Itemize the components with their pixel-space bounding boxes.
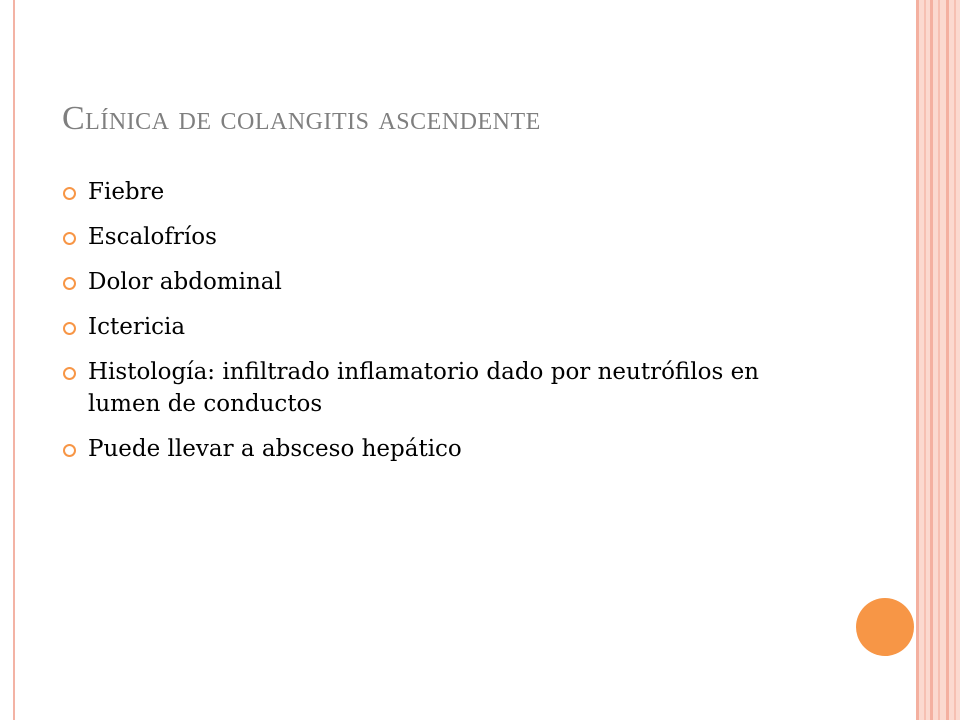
bullet-circle-icon: [63, 444, 76, 457]
bullet-text: Puede llevar a absceso hepático: [88, 436, 462, 462]
bullet-list: [62, 176, 822, 478]
right-decorative-stripes: [916, 0, 960, 720]
bullet-item: [62, 221, 822, 253]
bullet-circle-icon: [63, 232, 76, 245]
bullet-text: Histología: infiltrado inflamatorio dado por neutrófilos en lumen de conductos: [88, 359, 759, 417]
bullet-text: Dolor abdominal: [88, 269, 282, 295]
bullet-circle-icon: [63, 187, 76, 200]
orange-circle-accent-icon: [856, 598, 914, 656]
slide-title: Clínica de colangitis ascendente: [62, 100, 541, 137]
decorative-stripe: [954, 0, 956, 720]
bullet-item: [62, 266, 822, 298]
bullet-item: [62, 311, 822, 343]
bullet-item: [62, 356, 822, 420]
bullet-text: Ictericia: [88, 314, 186, 340]
bullet-text: Escalofríos: [88, 224, 217, 250]
left-border-line: [13, 0, 15, 720]
decorative-stripe: [938, 0, 940, 720]
bullet-item: [62, 433, 822, 465]
bullet-circle-icon: [63, 367, 76, 380]
bullet-circle-icon: [63, 322, 76, 335]
decorative-stripe: [924, 0, 926, 720]
bullet-item: [62, 176, 822, 208]
decorative-stripe: [916, 0, 919, 720]
bullet-text: Fiebre: [88, 179, 165, 205]
bullet-circle-icon: [63, 277, 76, 290]
decorative-stripe: [946, 0, 949, 720]
decorative-stripe: [930, 0, 933, 720]
